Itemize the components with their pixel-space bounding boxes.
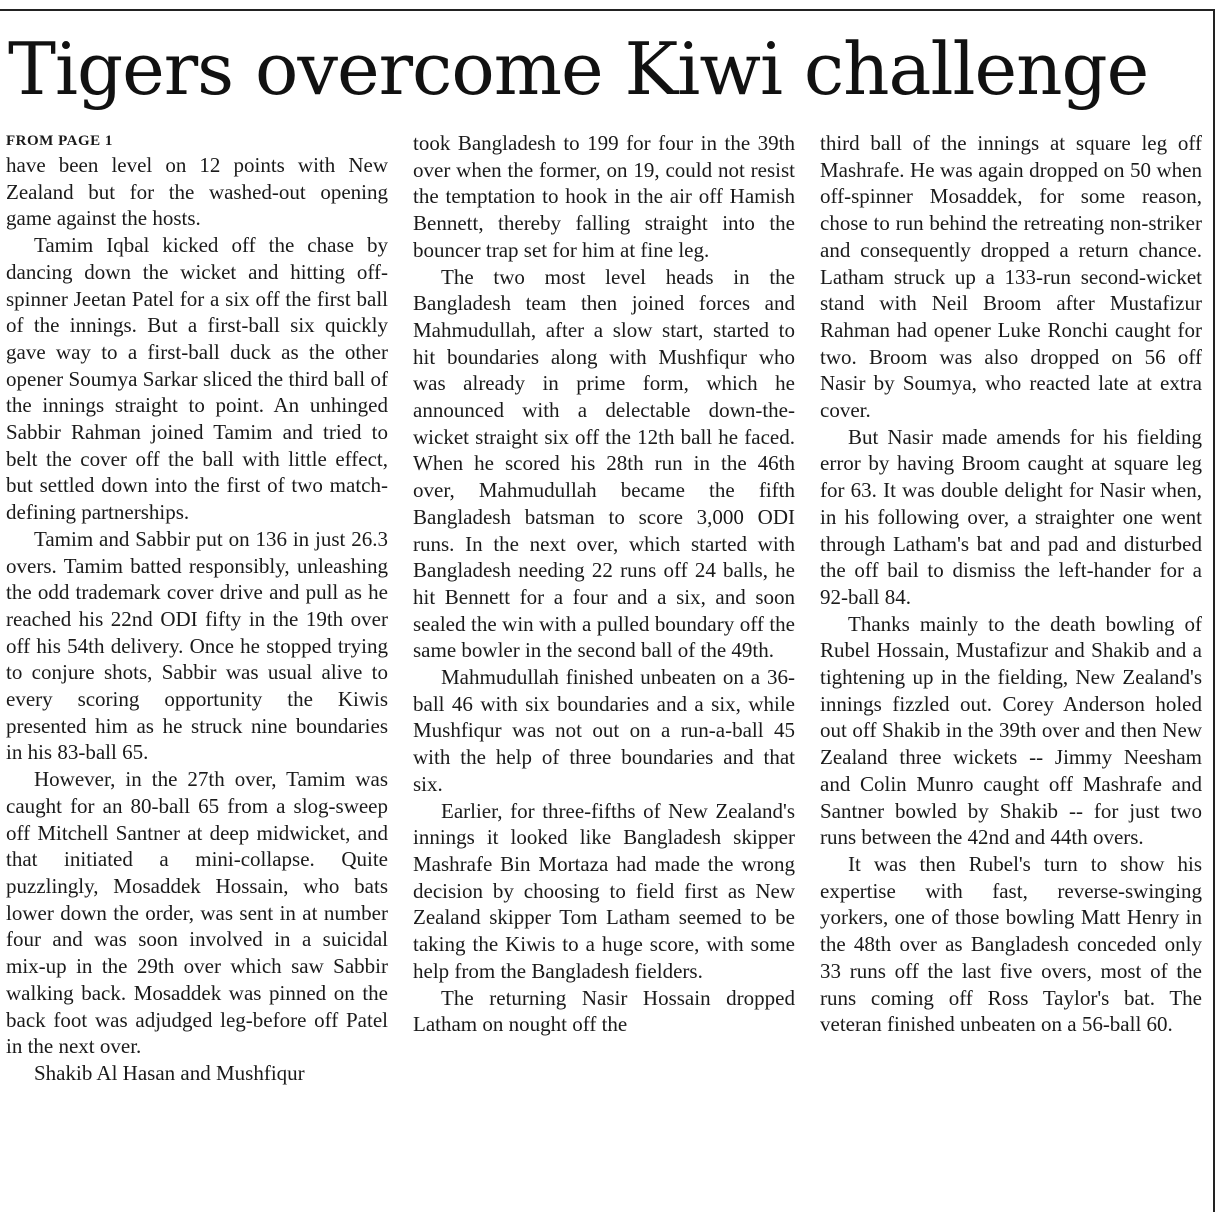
paragraph: It was then Rubel's turn to show his expertise with fast, reverse-swinging yorkers, one of those bowling Matt Henry in the 48th over as Bangladesh conceded only 33 runs off the last five overs, most of the runs coming off Ross Taylor's bat. The veteran finished unbeaten on a 56-ball 60.	[820, 851, 1202, 1037]
paragraph: Thanks mainly to the death bowling of Rubel Hossain, Mustafizur and Shakib and a tightening up in the fielding, New Zealand's innings fizzled out. Corey Anderson holed out off Shakib in the 39th over and then New Zealand three wickets -- Jimmy Neesham and Colin Munro caught off Mashrafe and Santner bowled by Shakib -- for just two runs between the 42nd and 44th overs.	[820, 611, 1202, 850]
paragraph: third ball of the innings at square leg off Mashrafe. He was again dropped on 50 when off-spinner Mosaddek, for some reason, chose to run behind the retreating non-striker and consequently dropped a return chance. Latham struck up a 133-run second-wicket stand with Neil Broom after Mustafizur Rahman had opener Luke Ronchi caught for two. Broom was also dropped on 56 off Nasir by Soumya, who reacted late at extra cover.	[820, 131, 1202, 423]
paragraph: Shakib Al Hasan and Mushfiqur	[34, 1060, 305, 1085]
paragraph: have been level on 12 points with New Zealand but for the washed-out opening game against the hosts.	[6, 153, 388, 231]
headline: Tigers overcome Kiwi challenge	[8, 27, 1149, 111]
paragraph: took Bangladesh to 199 for four in the 39th over when the former, on 19, could not resist the temptation to hook in the air off Hamish Bennett, thereby falling straight into the bouncer trap set for him at fine leg.	[413, 131, 795, 262]
top-rule	[0, 9, 1214, 11]
paragraph: Earlier, for three-fifths of New Zealand's innings it looked like Bangladesh skipper Mashrafe Bin Mortaza had made the wrong decision by choosing to field first as New Zealand skipper Tom Latham seemed to be taking the Kiwis to a huge score, with some help from the Bangladesh fielders.	[413, 798, 795, 983]
column-1	[6, 130, 388, 1200]
paragraph: Tamim and Sabbir put on 136 in just 26.3 overs. Tamim batted responsibly, unleashing the odd trademark cover drive and pull as he reached his 22nd ODI fifty in the 19th over off his 54th delivery. Once he stopped trying to conjure shots, Sabbir was usual alive to every scoring opportunity the Kiwis presented him as he struck nine boundaries in his 83-ball 65.	[6, 526, 388, 765]
column-3	[820, 130, 1202, 1200]
paragraph: Mahmudullah finished unbeaten on a 36-ball 46 with six boundaries and a six, while Mushfiqur was not out on a run-a-ball 45 with the help of three boundaries and that six.	[413, 665, 795, 796]
paragraph: The returning Nasir Hossain dropped Latham on nought off the	[413, 985, 795, 1037]
dateline: FROM PAGE 1	[6, 133, 113, 149]
paragraph: Tamim Iqbal kicked off the chase by dancing down the wicket and hitting off-spinner Jeetan Patel for a six off the first ball of the innings. But a first-ball six quickly gave way to a first-ball duck as the other opener Soumya Sarkar sliced the third ball of the innings straight to point. An unhinged Sabbir Rahman joined Tamim and tried to belt the cover off the ball with little effect, but settled down into the first of two match-defining partnerships.	[6, 233, 388, 525]
paragraph: But Nasir made amends for his fielding error by having Broom caught at square leg for 63. It was double delight for Nasir when, in his following over, a straighter one went through Latham's bat and pad and disturbed the off bail to dismiss the left-hander for a 92-ball 84.	[820, 424, 1202, 609]
paragraph: However, in the 27th over, Tamim was caught for an 80-ball 65 from a slog-sweep off Mitchell Santner at deep midwicket, and that initiated a mini-collapse. Quite puzzlingly, Mosaddek Hossain, who bats lower down the order, was sent in at number four and was soon involved in a suicidal mix-up in the 29th over which saw Sabbir walking back. Mosaddek was pinned on the back foot was adjudged leg-before off Patel in the next over.	[6, 767, 388, 1059]
column-2	[413, 130, 795, 1200]
paragraph: The two most level heads in the Bangladesh team then joined forces and Mahmudullah, after a slow start, started to hit boundaries along with Mushfiqur who was already in prime form, which he announced with a delectable down-the-wicket straight six off the 12th ball he faced. When he scored his 28th run in the 46th over, Mahmudullah became the fifth Bangladesh batsman to score 3,000 ODI runs. In the next over, which started with Bangladesh needing 22 runs off 24 balls, he hit Bennett for a four and a six, and soon sealed the win with a pulled boundary off the same bowler in the second ball of the 49th.	[413, 264, 795, 663]
right-rule	[1213, 9, 1215, 1212]
